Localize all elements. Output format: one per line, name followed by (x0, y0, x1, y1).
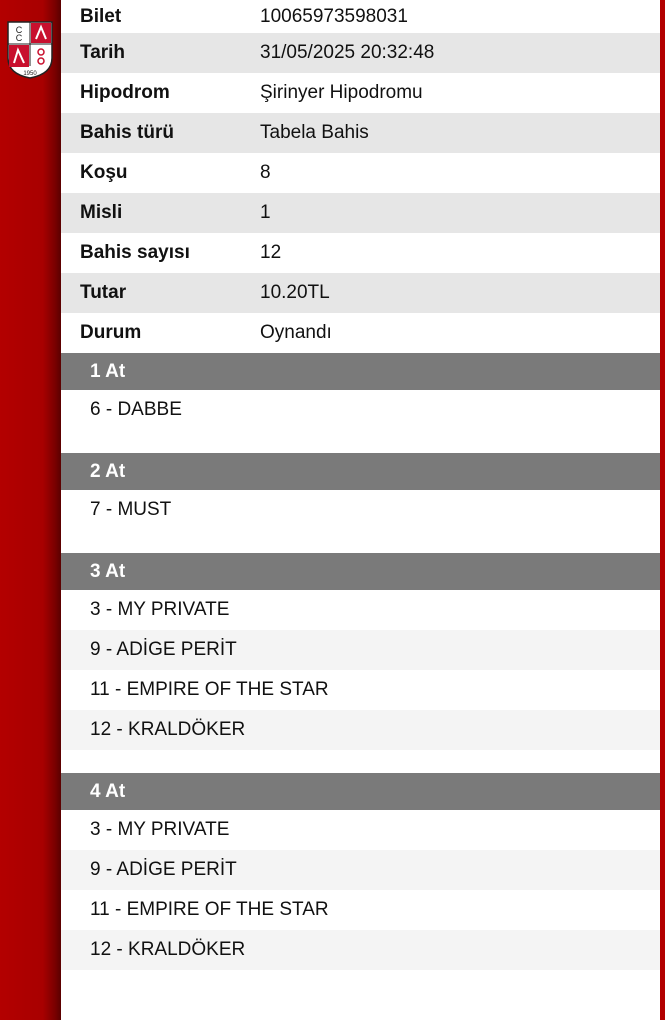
info-value: Tabela Bahis (260, 122, 369, 143)
info-row-bet-type (61, 113, 660, 153)
horse-row: 11 - EMPIRE OF THE STAR (61, 670, 660, 710)
horse-row: 12 - KRALDÖKER (61, 710, 660, 750)
info-value: Oynandı (260, 322, 332, 343)
svg-text:1950: 1950 (23, 71, 37, 77)
info-value: Şirinyer Hipodromu (260, 82, 423, 103)
horse-row: 9 - ADİGE PERİT (61, 850, 660, 890)
info-label: Koşu (80, 162, 128, 183)
horse-row: 11 - EMPIRE OF THE STAR (61, 890, 660, 930)
horse-row: 12 - KRALDÖKER (61, 930, 660, 970)
info-label: Durum (80, 322, 142, 343)
info-row-amount (61, 273, 660, 313)
section-header-1: 1 At (61, 353, 660, 390)
info-label: Tutar (80, 282, 127, 303)
info-row-status (61, 313, 660, 353)
section-spacer (61, 530, 660, 553)
info-row-race (61, 153, 660, 193)
info-label: Bahis sayısı (80, 242, 190, 263)
info-row-multiplier (61, 193, 660, 233)
svg-text:C: C (15, 25, 23, 35)
ticket-detail (61, 0, 660, 1020)
info-value: 12 (260, 242, 282, 263)
info-row-bet-count (61, 233, 660, 273)
right-brand-bar (660, 0, 665, 1020)
info-value: 31/05/2025 20:32:48 (260, 42, 435, 63)
info-value: 1 (260, 202, 271, 223)
horse-row: 3 - MY PRIVATE (61, 590, 660, 630)
info-value: 10065973598031 (260, 5, 408, 27)
info-row-ticket (61, 0, 660, 33)
horse-row: 9 - ADİGE PERİT (61, 630, 660, 670)
club-logo (5, 20, 55, 80)
svg-text:C: C (15, 33, 23, 43)
info-label: Tarih (80, 42, 126, 63)
horse-row: 3 - MY PRIVATE (61, 810, 660, 850)
info-value: 8 (260, 162, 271, 183)
info-row-hippodrome (61, 73, 660, 113)
horse-row: 7 - MUST (61, 490, 660, 530)
info-label: Bahis türü (80, 122, 174, 143)
section-header-3: 3 At (61, 553, 660, 590)
horse-row: 6 - DABBE (61, 390, 660, 430)
info-value: 10.20TL (260, 282, 330, 303)
section-spacer (61, 430, 660, 453)
info-label: Hipodrom (80, 82, 170, 103)
info-label: Misli (80, 202, 123, 223)
info-row-date (61, 33, 660, 73)
section-spacer (61, 750, 660, 773)
info-label: Bilet (80, 5, 122, 27)
section-header-4: 4 At (61, 773, 660, 810)
section-header-2: 2 At (61, 453, 660, 490)
left-brand-bar (0, 0, 61, 1020)
